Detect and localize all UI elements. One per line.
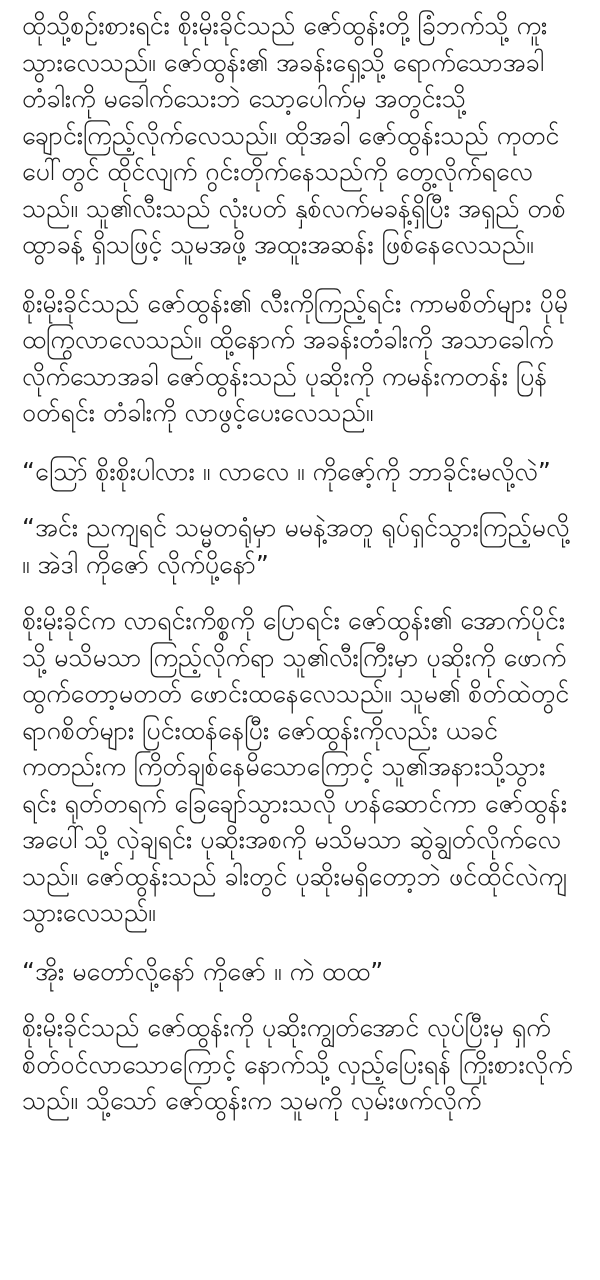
story-paragraph: ထိုသို့စဉ်းစားရင်း စိုးမိုးခိုင်သည် ဇော်ထွန်းတို့ ခြံဘက်သို့ ကူးသွားလေသည်။ ဇော်ထွန်း၏ အခန်းရှေ့သို့ ရောက်သောအခါ တံခါးကို မခေါက်သေးဘဲ သော့ပေါက်မှ အတွင်းသို့ ချောင်းကြည့်လိုက်လေသည်။ ထိုအခါ ဇော်ထွန်းသည် ကုတင်ပေါ်တွင် ထိုင်လျက် ဂွင်းတိုက်နေသည်ကို တွေ့လိုက်ရလေသည်။ သူ၏လီးသည် လုံးပတ် နှစ်လက်မခန့်ရှိပြီး အရှည် တစ်ထွာခန့် ရှိသဖြင့် သူမအဖို့ အထူးအဆန်း ဖြစ်နေလေသည်။ — [22, 11, 566, 259]
dialogue-line: “ဪ စိုးစိုးပါလား ။ လာလေ ။ ကိုဇော့်ကို ဘာခိုင်းမလို့လဲ” — [22, 456, 551, 486]
dialogue-line: “အင်း ညကျရင် သမ္မတရုံမှာ မမနဲ့အတူ ရုပ်ရှင်သွားကြည့်မလို့ ။ အဲဒါ ကိုဇော် လိုက်ပို့နော်” — [22, 513, 570, 579]
story-paragraph: စိုးမိုးခိုင်သည် ဇော်ထွန်း၏ လီးကိုကြည့်ရင်း ကာမစိတ်များ ပိုမိုထကြွလာလေသည်။ ထို့နောက် အခန်းတံခါးကို အသာခေါက်လိုက်သောအခါ ဇော်ထွန်းသည် ပုဆိုးကို ကမန်းကတန်း ပြန်ဝတ်ရင်း တံခါးကို လာဖွင့်ပေးလေသည်။ — [22, 288, 569, 427]
story-paragraph: စိုးမိုးခိုင်သည် ဇော်ထွန်းကို ပုဆိုးကျွတ်အောင် လုပ်ပြီးမှ ရှက်စိတ်ဝင်လာသောကြောင့် နောက်သို့ လှည့်ပြေးရန် ကြိုးစားလိုက်သည်။ သို့သော် ဇော်ထွန်းက သူမကို လှမ်းဖက်လိုက် — [22, 1013, 573, 1115]
dialogue-line: “အိုး မတော်လို့နော် ကိုဇော် ။ ကဲ ထထ” — [22, 956, 384, 986]
story-paragraph: စိုးမိုးခိုင်က လာရင်းကိစ္စကို ပြောရင်း ဇော်ထွန်း၏ အောက်ပိုင်းသို့ မသိမသာ ကြည့်လိုက်ရာ သူ၏လီးကြီးမှာ ပုဆိုးကို ဖောက်ထွက်တော့မတတ် ဖောင်းထနေလေသည်။ သူမ၏ စိတ်ထဲတွင် ရာဂစိတ်များ ပြင်းထန်နေပြီး ဇော်ထွန်းကိုလည်း ယခင်ကတည်းက ကြိတ်ချစ်နေမိသောကြောင့် သူ၏အနားသို့သွားရင်း ရုတ်တရက် ခြေချော်သွားသလို ဟန်ဆောင်ကာ ဇော်ထွန်းအပေါ်သို့ လှဲချရင်း ပုဆိုးအစကို မသိမသာ ဆွဲချွတ်လိုက်လေသည်။ ဇော်ထွန်းသည် ခါးတွင် ပုဆိုးမရှိတော့ဘဲ ဖင်ထိုင်လဲကျသွားလေသည်။ — [22, 606, 570, 927]
